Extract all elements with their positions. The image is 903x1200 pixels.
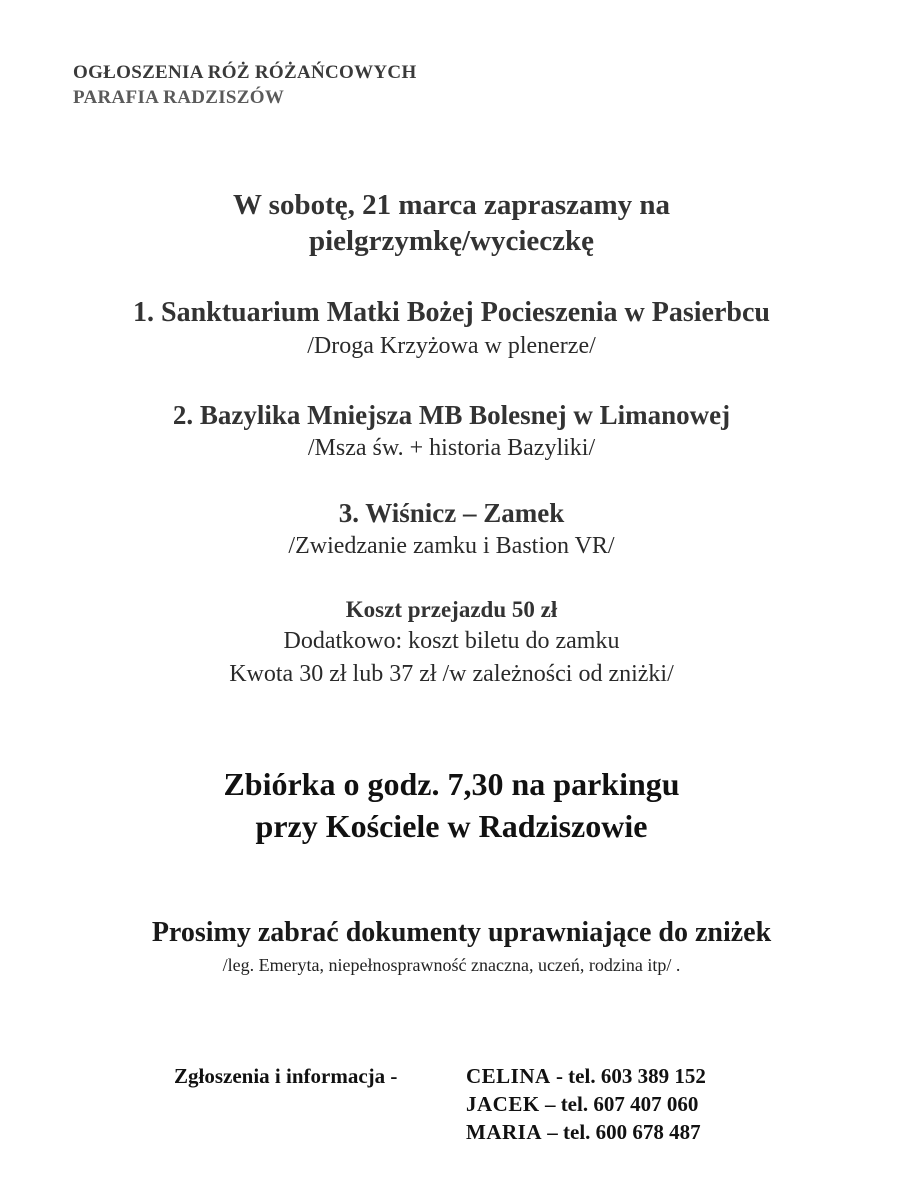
itinerary-item-title: 2. Bazylika Mniejsza MB Bolesnej w Limanowej	[172, 400, 731, 430]
contact-separator: – tel.	[547, 1120, 591, 1144]
contact-name: JACEK	[466, 1092, 540, 1116]
itinerary-item-title: 3. Wiśnicz – Zamek	[338, 498, 565, 528]
invitation-line-1: W sobotę, 21 marca zapraszamy na	[232, 189, 671, 221]
header-parish: PARAFIA RADZISZÓW	[73, 87, 285, 108]
contact-row	[466, 1116, 701, 1148]
documents-title: Prosimy zabrać dokumenty uprawniające do zniżek	[151, 917, 772, 948]
invitation-line-2: pielgrzymkę/wycieczkę	[308, 225, 595, 257]
cost-extra: Dodatkowo: koszt biletu do zamku	[283, 628, 620, 654]
meeting-line-1: Zbiórka o godz. 7,30 na parkingu	[223, 766, 680, 802]
meeting-point	[0, 763, 903, 847]
itinerary-item	[0, 296, 903, 362]
meeting-line-2: przy Kościele w Radziszowie	[255, 808, 648, 844]
cost-section	[0, 595, 903, 691]
itinerary-item-subtitle: /Msza św. + historia Bazyliki/	[307, 435, 596, 461]
contact-separator: - tel.	[555, 1064, 596, 1088]
contact-label: Zgłoszenia i informacja -	[174, 1064, 398, 1088]
document-header	[73, 60, 417, 110]
itinerary-item-subtitle: /Droga Krzyżowa w plenerze/	[307, 333, 596, 359]
contact-separator: – tel.	[544, 1092, 589, 1116]
itinerary-item-title: 1. Sanktuarium Matki Bożej Pocieszenia w Pasierbcu	[133, 297, 770, 328]
itinerary-item	[0, 496, 903, 562]
documents-section	[0, 915, 903, 979]
contact-phone: 600 678 487	[595, 1120, 701, 1144]
cost-title: Koszt przejazdu 50 zł	[345, 597, 558, 622]
invitation-heading	[0, 187, 903, 259]
itinerary-item-subtitle: /Zwiedzanie zamku i Bastion VR/	[288, 533, 615, 559]
contact-name: MARIA	[466, 1120, 542, 1144]
documents-subtitle: /leg. Emeryta, niepełnosprawność znaczna, uczeń, rodzina itp/ .	[222, 955, 681, 975]
contact-phone: 603 389 152	[600, 1064, 706, 1088]
header-title: OGŁOSZENIA RÓŻ RÓŻAŃCOWYCH	[73, 62, 417, 83]
contact-name: CELINA	[466, 1064, 551, 1088]
cost-amount: Kwota 30 zł lub 37 zł /w zależności od zniżki/	[229, 661, 674, 687]
itinerary-item	[0, 398, 903, 464]
contact-phone: 607 407 060	[593, 1092, 699, 1116]
